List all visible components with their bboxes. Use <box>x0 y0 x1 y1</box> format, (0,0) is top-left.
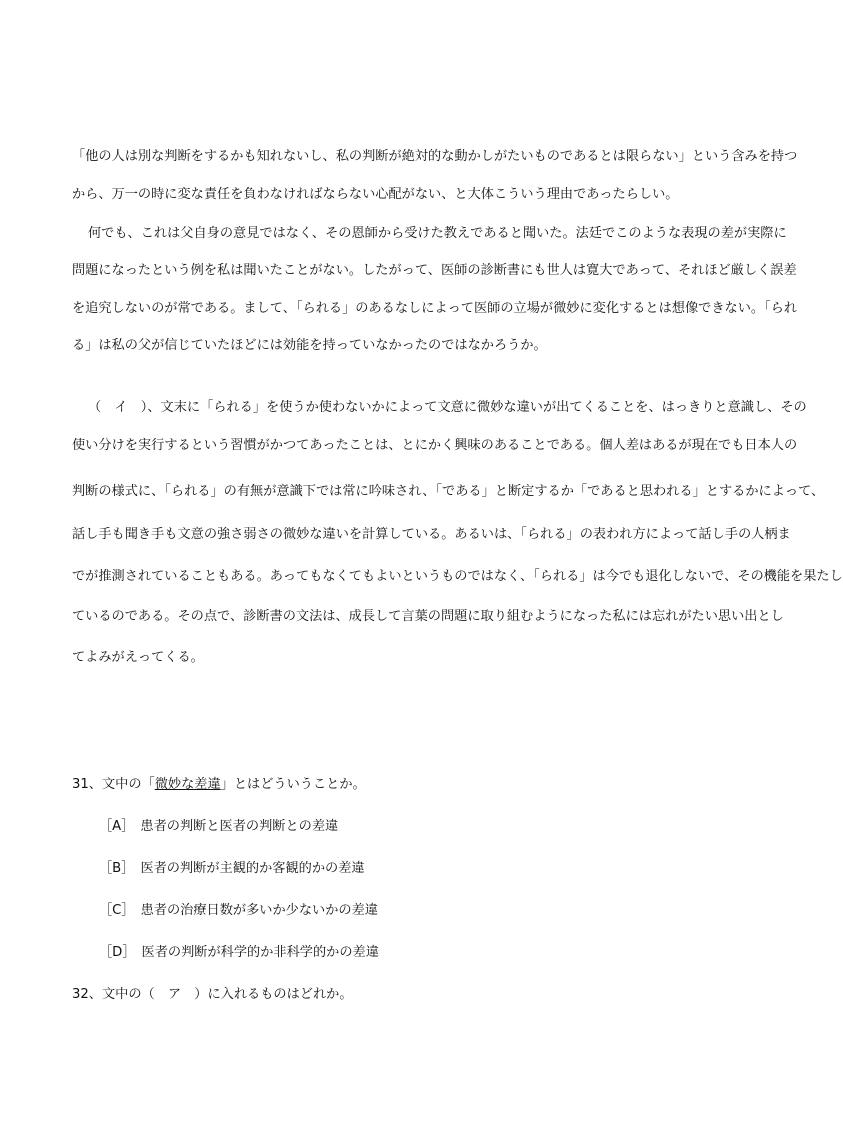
question-31-underlined-phrase: 微妙な差違 <box>154 777 221 792</box>
passage-line: 使い分けを実行するという習慣がかつてあったことは、とにかく興味のあることである。個人差はあるが現在でも日本人の <box>72 438 798 453</box>
question-31-option-d[interactable] <box>99 943 379 963</box>
option-text: 医者の判断が主観的か客観的かの差違 <box>140 861 365 876</box>
passage-line: を追究しないのが常である。まして、「られる」のあるなしによって医師の立場が微妙に変化するとは想像できない。「られ <box>72 301 798 316</box>
option-label: ［B］ <box>99 861 135 876</box>
passage-line: 何でも、これは父自身の意見ではなく、その恩師から受けた教えであると聞いた。法廷でこのような表現の差が実際に <box>88 226 787 241</box>
passage-line: 話し手も聞き手も文意の強さ弱さの微妙な違いを計算している。あるいは、「られる」の表われ方によって話し手の人柄ま <box>72 527 791 542</box>
question-31-title <box>72 775 366 795</box>
question-31-prefix: 31、文中の「 <box>72 777 155 792</box>
passage-line: でが推測されていることもある。あってもなくてもよいというものではなく、「られる」は今でも退化しないで、その機能を果たし <box>72 569 843 584</box>
option-text: 患者の判断と医者の判断との差違 <box>140 819 339 834</box>
question-31-suffix: 」とはどういうことか。 <box>220 777 366 792</box>
question-31-option-b[interactable] <box>99 859 365 879</box>
passage-line: ているのである。その点で、診断書の文法は、成長して言葉の問題に取り組むようになった私には忘れがたい思い出とし <box>72 609 784 624</box>
question-31-option-c[interactable] <box>99 901 378 921</box>
question-32-title: 32、文中の（ ア ）に入れるものはどれか。 <box>72 987 353 1002</box>
question-31-option-a[interactable] <box>99 817 338 837</box>
passage-line: （ イ ）、文末に「られる」を使うか使わないかによって文意に微妙な違いが出てくることを、はっきりと意識し、その <box>88 400 807 415</box>
option-label: ［A］ <box>99 819 135 834</box>
passage-line: 「他の人は別な判断をするかも知れないし、私の判断が絶対的な動かしがたいものであるとは限らない」という含みを持つ <box>72 149 798 164</box>
option-label: ［D］ <box>99 945 136 960</box>
option-text: 医者の判断が科学的か非科学的かの差違 <box>141 945 379 960</box>
option-label: ［C］ <box>99 903 135 918</box>
passage-line: る」は私の父が信じていたほどには効能を持っていなかったのではなかろうか。 <box>72 338 547 353</box>
passage-line: てよみがえってくる。 <box>72 650 204 665</box>
option-text: 患者の治療日数が多いか少ないかの差違 <box>140 903 378 918</box>
passage-line: から、万一の時に変な責任を負わなければならない心配がない、と大体こういう理由であったらしい。 <box>72 187 679 202</box>
passage-line: 問題になったという例を私は聞いたことがない。したがって、医師の診断書にも世人は寛大であって、それほど厳しく誤差 <box>72 263 797 278</box>
passage-line: 判断の様式に、「られる」の有無が意識下では常に吟味され、「である」と断定するか「であると思われる」とするかによって、 <box>72 484 825 499</box>
